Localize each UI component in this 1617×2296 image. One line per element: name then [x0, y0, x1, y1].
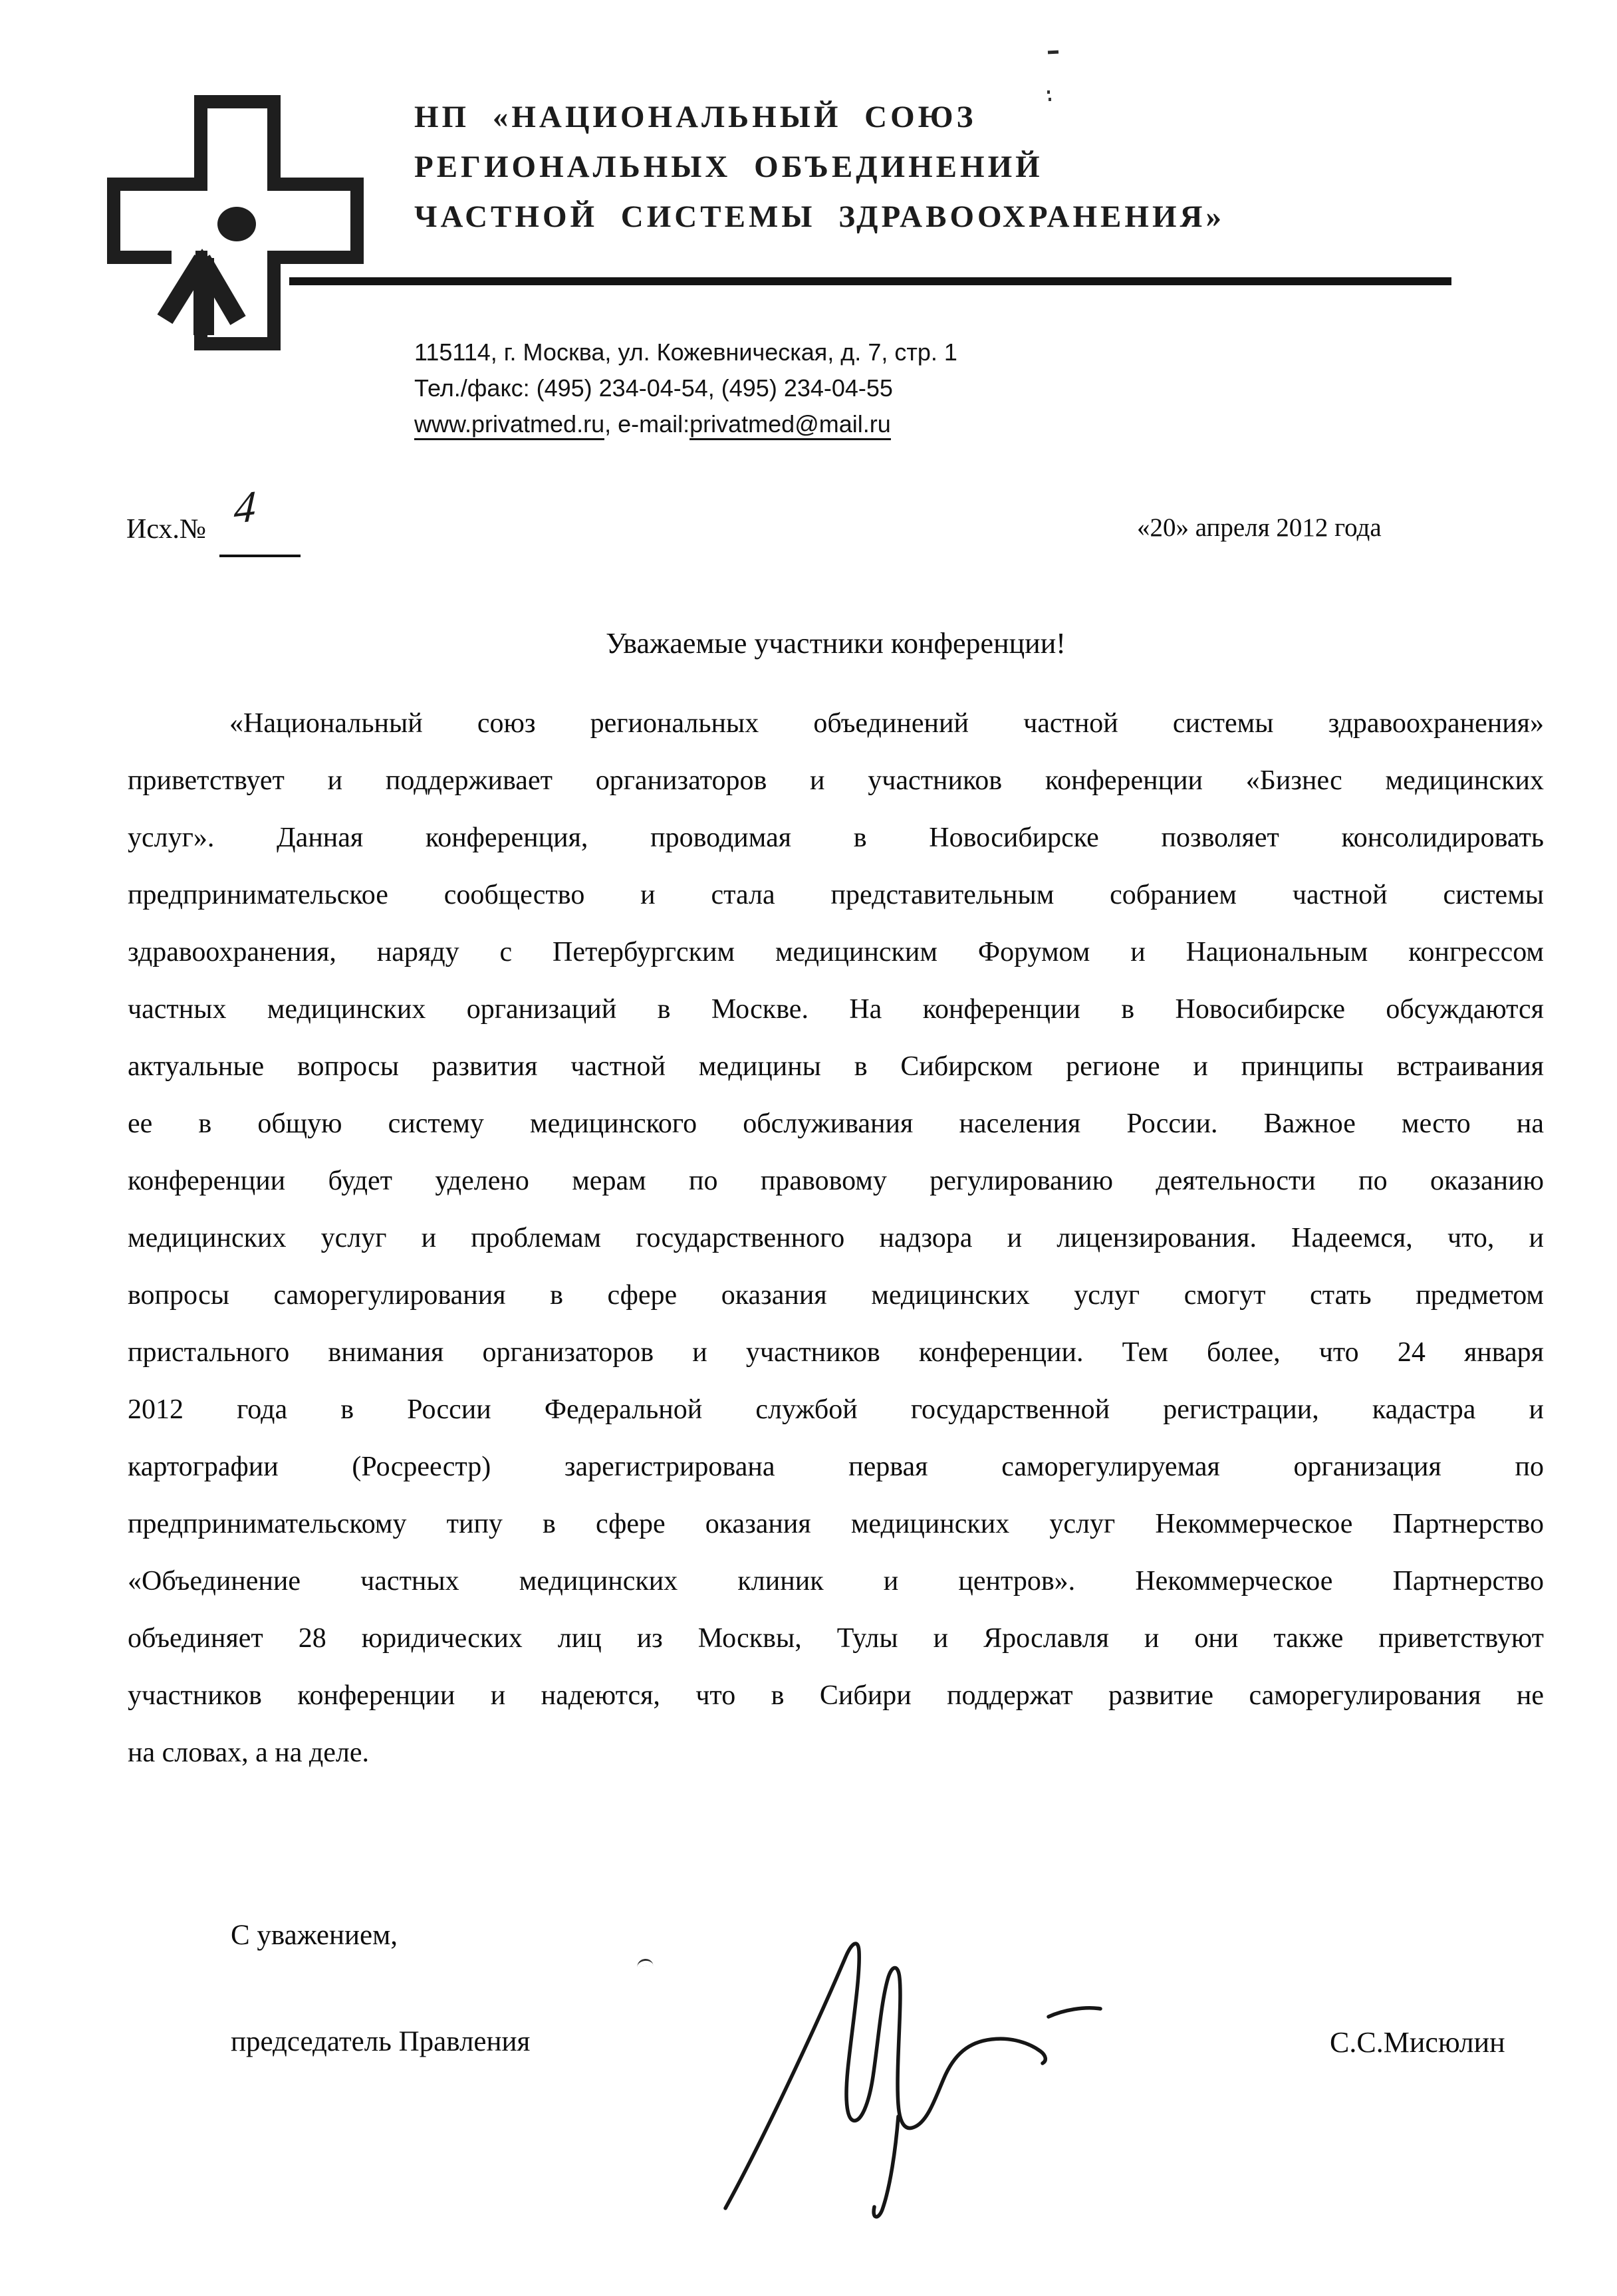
body-line: на словах, а на деле.: [128, 1737, 370, 1768]
body-paragraph: [128, 695, 1544, 1781]
body-line: 2012 года в России Федеральной службой государственной регистрации, кадастра и: [128, 1394, 1544, 1425]
postal-address: 115114, г. Москва, ул. Кожевническая, д. 7, стр. 1: [414, 338, 957, 366]
body-line: актуальные вопросы развития частной медицины в Сибирском регионе и принципы встраивания: [128, 1051, 1544, 1082]
body-line: предпринимательскому типу в сфере оказания медицинских услуг Некоммерческое Партнерство: [128, 1509, 1544, 1539]
body-line: «Объединение частных медицинских клиник и центров». Некоммерческое Партнерство: [128, 1566, 1544, 1596]
org-name: [414, 92, 1225, 242]
signer-title: председатель Правления: [231, 2026, 531, 2057]
body-line: частных медицинских организаций в Москве. На конференции в Новосибирске обсуждаются: [128, 994, 1544, 1025]
letterhead-divider: [289, 277, 1451, 285]
scan-artifact: [1049, 98, 1051, 101]
org-name-line: НП «НАЦИОНАЛЬНЫЙ СОЮЗ: [414, 100, 977, 134]
medical-cross-circle-arrow-icon: [105, 93, 366, 352]
valediction: С уважением,: [231, 1920, 398, 1951]
body-line: медицинских услуг и проблемам государственного надзора и лицензирования. Надеемся, что, и: [128, 1223, 1544, 1253]
body-line: услуг». Данная конференция, проводимая в Новосибирске позволяет консолидировать: [128, 823, 1544, 853]
body-line: ее в общую систему медицинского обслуживания населения России. Важное место на: [128, 1108, 1544, 1139]
signer-name: С.С.Мисюлин: [1330, 2026, 1505, 2059]
outgoing-number-label: Исх.№: [126, 514, 206, 545]
phone-fax: Тел./факс: (495) 234-04-54, (495) 234-04-55: [414, 374, 893, 402]
scan-artifact: [1047, 90, 1050, 94]
email-label: , e-mail:: [604, 410, 690, 438]
email-address: privatmed@mail.ru: [689, 410, 891, 440]
address-block: [414, 334, 957, 442]
org-name-line: РЕГИОНАЛЬНЫХ ОБЪЕДИНЕНИЙ: [414, 150, 1043, 184]
letter-date: «20» апреля 2012 года: [1137, 513, 1382, 542]
handwritten-signature: [721, 1924, 1107, 2223]
body-line: участников конференции и надеются, что в Сибири поддержат развитие саморегулирования не: [128, 1680, 1544, 1711]
body-line: «Национальный союз региональных объединений частной системы здравоохранения»: [229, 708, 1544, 739]
salutation: Уважаемые участники конференции!: [606, 627, 1066, 660]
body-line: картографии (Росреестр) зарегистрирована первая саморегулируемая организация по: [128, 1452, 1544, 1482]
body-line: вопросы саморегулирования в сфере оказания медицинских услуг смогут стать предметом: [128, 1280, 1544, 1311]
body-line: предпринимательское сообщество и стала представительным собранием частной системы: [128, 880, 1544, 910]
body-line: приветствует и поддерживает организаторов и участников конференции «Бизнес медицинских: [128, 765, 1544, 796]
body-line: конференции будет уделено мерам по правовому регулированию деятельности по оказанию: [128, 1166, 1544, 1196]
web-contacts: [414, 406, 957, 442]
org-name-line: ЧАСТНОЙ СИСТЕМЫ ЗДРАВООХРАНЕНИЯ»: [414, 199, 1225, 234]
scan-artifact: [636, 1958, 653, 1967]
body-line: здравоохранения, наряду с Петербургским медицинским Форумом и Национальным конгрессом: [128, 937, 1544, 967]
scan-artifact: [1048, 51, 1058, 55]
body-line: объединяет 28 юридических лиц из Москвы, Тулы и Ярославля и они также приветствуют: [128, 1623, 1544, 1654]
outgoing-number-handwritten: 4: [233, 481, 257, 534]
body-line: пристального внимания организаторов и участников конференции. Тем более, что 24 января: [128, 1337, 1544, 1368]
outgoing-number-underline: [219, 555, 301, 557]
website-url: www.privatmed.ru: [414, 410, 604, 440]
